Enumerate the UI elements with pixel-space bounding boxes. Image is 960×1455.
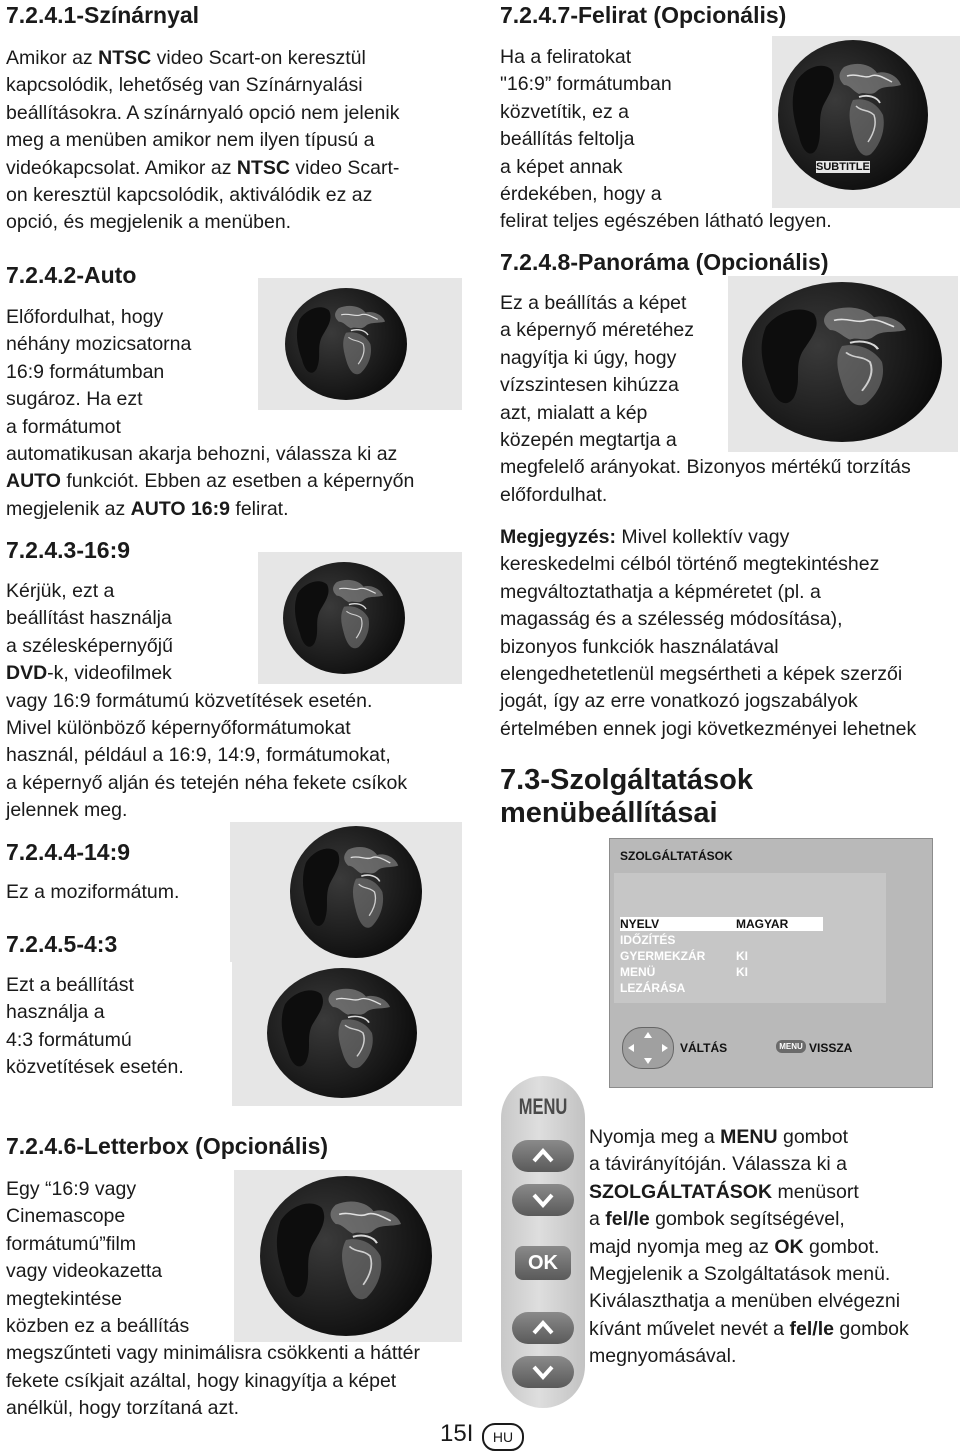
- remote-up-button[interactable]: [512, 1140, 574, 1172]
- text-line: Ez a moziformátum.: [6, 881, 180, 903]
- chapter-heading-line1: 7.3-Szolgáltatások: [500, 764, 754, 796]
- text-line: a képernyő alján és tetején néha fekete csíkok: [6, 771, 408, 794]
- text-line: anélkül, hogy torzítaná azt.: [6, 1397, 240, 1420]
- text-line: Előfordulhat, hogy: [6, 306, 164, 328]
- text-line: megtekintése: [6, 1287, 122, 1310]
- instruction-paragraph: [589, 1124, 959, 1371]
- text-line: megszűnteti vagy minimálisra csökkenti a háttér: [6, 1342, 421, 1365]
- section-body-color-tint: [6, 45, 476, 237]
- text-line: DVD-k, videofilmek: [6, 662, 172, 685]
- language-badge: HU: [482, 1423, 524, 1451]
- menu-item-timer[interactable]: IDŐZÍTÉS: [620, 933, 676, 947]
- text-line: SZOLGÁLTATÁSOK menüsort: [589, 1180, 859, 1203]
- remote-down-button[interactable]: [512, 1184, 574, 1216]
- text-line: közben ez a beállítás: [6, 1315, 190, 1338]
- globe-image: [290, 826, 422, 958]
- text-line: azt, mialatt a kép: [500, 401, 648, 424]
- text-line: Kérjük, ezt a: [6, 580, 115, 602]
- text-line: felirat teljes egészében látható legyen.: [500, 210, 832, 233]
- text-line: Ha a feliratokat: [500, 46, 632, 68]
- text-line: Megjegyzés: Mivel kollektív vagy: [500, 526, 790, 548]
- page-number-value: 15: [440, 1420, 467, 1447]
- text-line: használ, például a 16:9, 14:9, formátumokat,: [6, 744, 391, 767]
- text-line: AUTO funkciót. Ebben az esetben a képernyőn: [6, 470, 415, 493]
- text-line: on keresztül kapcsolódik, aktiválódik ez az: [6, 184, 373, 207]
- chapter-heading: [500, 764, 753, 830]
- section-title-color-tint: 7.2.4.1-Színárnyal: [6, 2, 200, 28]
- text-line: automatikusan akarja behozni, válassza ki az: [6, 443, 398, 466]
- section-body-panorama: [500, 290, 955, 509]
- text-line: használja a: [6, 1001, 105, 1024]
- text-line: közvetítések esetén.: [6, 1056, 184, 1079]
- menu-item-child-lock[interactable]: GYERMEKZÁR: [620, 949, 706, 963]
- section-body-4-3: [6, 972, 236, 1082]
- menu-nav-label: VÁLTÁS: [680, 1041, 728, 1055]
- text-line: a távirányítóján. Válassza ki a: [589, 1153, 847, 1176]
- chapter-heading-line2: menübeállításai: [500, 797, 718, 829]
- text-line: bizonyos funkciók használatával: [500, 635, 779, 658]
- services-menu-screen: [609, 838, 933, 1088]
- text-line: a szélesképernyőjű: [6, 634, 173, 657]
- text-line: Ezt a beállítást: [6, 974, 134, 996]
- text-line: beállításokra. A színárnyaló opció nem jelenik: [6, 101, 400, 124]
- menu-value-child-lock: KI: [736, 949, 748, 963]
- text-line: elengedhetetlenül megsértheti a képek szerzői: [500, 663, 903, 686]
- menu-item-language[interactable]: NYELV: [620, 917, 660, 931]
- text-line: beállítás feltolja: [500, 128, 635, 151]
- 4-3-illustration: [232, 960, 462, 1106]
- menu-list: [614, 873, 886, 1003]
- menu-key-icon: MENU: [776, 1040, 806, 1053]
- menu-value-language: MAGYAR: [736, 917, 789, 931]
- text-line: előfordulhat.: [500, 483, 608, 506]
- section-title-4-3: 7.2.4.5-4:3: [6, 931, 118, 957]
- text-line: érdekében, hogy a: [500, 183, 662, 206]
- page-number: [440, 1420, 473, 1448]
- text-line: 16:9 formátumban: [6, 360, 165, 383]
- text-line: majd nyomja meg az OK gombot.: [589, 1235, 880, 1258]
- text-line: értelmében ennek jogi következményei lehetnek: [500, 717, 917, 740]
- text-line: Megjelenik a Szolgáltatások menü.: [589, 1263, 891, 1286]
- text-line: a képet annak: [500, 155, 623, 178]
- section-title-panorama: 7.2.4.8-Panoráma (Opcionális): [500, 249, 829, 275]
- text-line: Egy “16:9 vagy: [6, 1178, 137, 1200]
- text-line: videókapcsolat. Amikor az NTSC video Scart-: [6, 156, 400, 179]
- text-line: fekete csíkjait azáltal, hogy kinagyítja a képet: [6, 1369, 397, 1392]
- text-line: megnyomásával.: [589, 1345, 737, 1368]
- 14-9-illustration: [230, 822, 462, 962]
- text-line: kereskedelmi célból történő megtekintéshez: [500, 553, 880, 576]
- text-line: formátumú”film: [6, 1232, 137, 1255]
- text-line: a fel/le gombok segítségével,: [589, 1208, 845, 1231]
- text-line: megjelenik az AUTO 16:9 felirat.: [6, 497, 289, 520]
- navigation-dpad-icon: [622, 1027, 674, 1069]
- text-line: Ez a beállítás a képet: [500, 292, 687, 314]
- text-line: Nyomja meg a MENU gombot: [589, 1126, 849, 1148]
- text-line: vagy videokazetta: [6, 1260, 163, 1283]
- section-body-14-9: [6, 879, 236, 906]
- text-line: kapcsolódik, lehetőség van Színárnyalási: [6, 74, 363, 97]
- text-line: megfelelő arányokat. Bizonyos mértékű torzítás: [500, 456, 911, 479]
- section-title-subtitle: 7.2.4.7-Felirat (Opcionális): [500, 2, 787, 28]
- section-body-letterbox: [6, 1176, 476, 1423]
- menu-value-menu-lock: KI: [736, 965, 748, 979]
- text-line: néhány mozicsatorna: [6, 333, 192, 356]
- section-title-auto: 7.2.4.2-Auto: [6, 262, 137, 288]
- text-line: 4:3 formátumú: [6, 1028, 132, 1051]
- text-line: vagy 16:9 formátumú közvetítések esetén.: [6, 689, 373, 712]
- text-line: közepén megtartja a: [500, 429, 677, 452]
- text-line: "16:9” formátumban: [500, 73, 672, 96]
- text-line: a képernyő méretéhez: [500, 319, 695, 342]
- section-title-16-9: 7.2.4.3-16:9: [6, 537, 131, 563]
- note-paragraph: [500, 524, 960, 743]
- section-title-14-9: 7.2.4.4-14:9: [6, 839, 131, 865]
- section-title-letterbox: 7.2.4.6-Letterbox (Opcionális): [6, 1133, 329, 1159]
- text-line: meg a menüben amikor nem ilyen típusú a: [6, 129, 375, 152]
- remote-control: [501, 1076, 585, 1408]
- text-line: a formátumot: [6, 415, 121, 438]
- remote-down-button-2[interactable]: [512, 1356, 574, 1388]
- text-line: megváltoztathatja a képméretet (pl. a: [500, 580, 821, 603]
- text-line: jogát, így az erre vonatkozó jogszabályok: [500, 690, 858, 713]
- text-line: vízszintesen kihúzza: [500, 374, 679, 397]
- subtitle-caption: SUBTITLE: [816, 161, 870, 173]
- text-line: Mivel különböző képernyőformátumokat: [6, 717, 351, 740]
- page-number-separator: I: [466, 1420, 474, 1447]
- globe-image: [267, 968, 417, 1098]
- menu-title: SZOLGÁLTATÁSOK: [620, 849, 733, 863]
- text-line: Cinemascope: [6, 1205, 126, 1228]
- text-line: Kiválaszthatja a menüben elvégezni: [589, 1290, 901, 1313]
- menu-item-menu-lock[interactable]: MENÜ: [620, 965, 656, 979]
- remote-ok-button[interactable]: OK: [515, 1246, 571, 1280]
- remote-up-button-2[interactable]: [512, 1312, 574, 1344]
- section-body-subtitle: [500, 44, 955, 236]
- text-line: nagyítja ki úgy, hogy: [500, 346, 677, 369]
- text-line: sugároz. Ha ezt: [6, 388, 143, 411]
- text-line: jelennek meg.: [6, 799, 128, 822]
- text-line: közvetítik, ez a: [500, 100, 629, 123]
- text-line: beállítást használja: [6, 607, 172, 630]
- section-body-16-9: [6, 578, 476, 825]
- menu-item-menu-lock-2[interactable]: LEZÁRÁSA: [620, 981, 686, 995]
- menu-back-label: VISSZA: [809, 1041, 853, 1055]
- text-line: kívánt művelet nevét a fel/le gombok: [589, 1317, 909, 1340]
- section-body-auto: [6, 304, 476, 523]
- remote-menu-label: MENU: [518, 1094, 568, 1119]
- text-line: magasság és a szélesség módosítása),: [500, 608, 843, 631]
- text-line: Amikor az NTSC video Scart-on keresztül: [6, 47, 366, 69]
- text-line: opció, és megjelenik a menüben.: [6, 211, 292, 234]
